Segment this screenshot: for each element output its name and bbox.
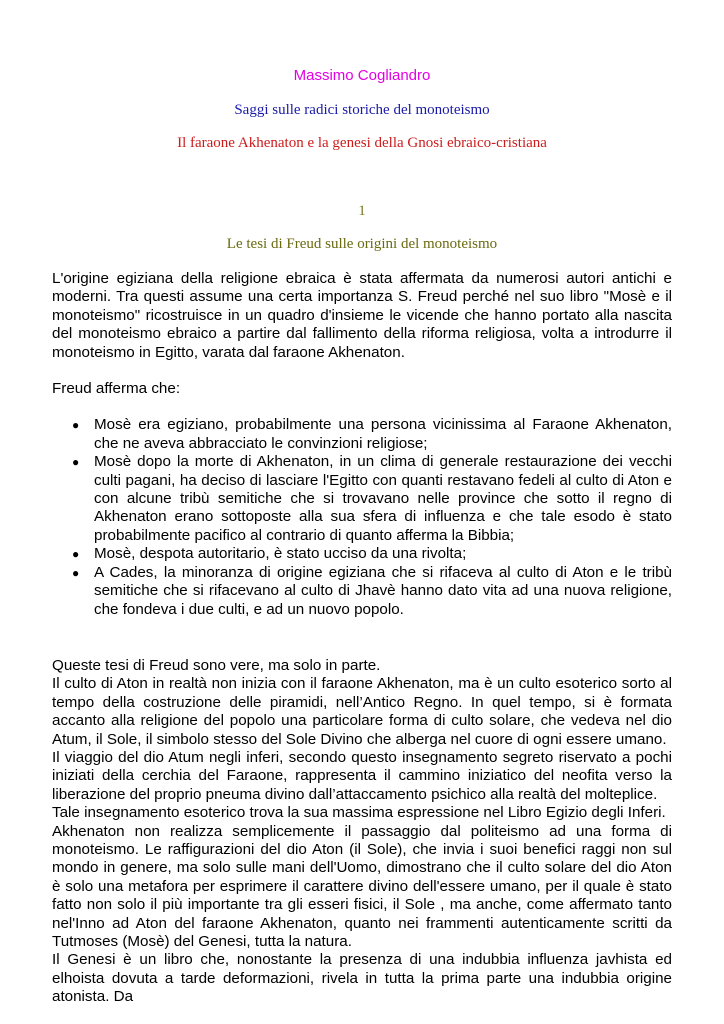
author-name: Massimo Cogliandro [293, 67, 431, 84]
list-item-text: Mosè, despota autoritario, è stato ucciso da una rivolta; [94, 545, 467, 563]
body-paragraph: Il Genesi è un libro che, nonostante la presenza di una indubbia influenza javhista ed elhoista dovuta a tarde deformazioni, rivela in tutta la prima parte una indubbia origine atonista. Da [52, 951, 672, 1006]
body-text [52, 657, 672, 1007]
bullet-icon: ● [72, 565, 80, 580]
list-item [52, 453, 672, 545]
list-item [52, 545, 672, 563]
list-item-text: Mosè dopo la morte di Akhenaton, in un clima di generale restaurazione dei vecchi culti pagani, ha deciso di lasciare l'Egitto con quanti restavano fedeli al culto di Aton e con alcune tribù semitiche che si trovavano nelle province che sotto il regno di Akhenaton erano sottoposte alla sua sfera di influenza e che tale esodo è stato probabilmente pacifico al contrario di quanto afferma la Bibbia; [94, 453, 672, 544]
body-paragraph: Il culto di Aton in realtà non inizia con il faraone Akhenaton, ma è un culto esoterico sorto al tempo della costruzione delle piramidi, nell’Antico Regno. In quel tempo, si è formata accanto alla religione del popolo una particolare forma di culto solare, che vedeva nel dio Atum, il Sole, il simbolo stesso del Sole Divino che alberga nel cuore di ogni essere umano. [52, 675, 672, 748]
chapter-title: Le tesi di Freud sulle origini del monoteismo [226, 236, 498, 252]
list-item [52, 564, 672, 619]
body-paragraph: Il viaggio del dio Atum negli inferi, secondo questo insegnamento segreto riservato a pochi iniziati della cerchia del Faraone, rappresenta il cammino iniziatico del neofita verso la liberazione del proprio pneuma divino dall’attaccamento psichico alla realtà del molteplice. [52, 748, 672, 803]
series-title: Saggi sulle radici storiche del monoteismo [234, 102, 490, 118]
bullet-icon: ● [72, 455, 80, 470]
list-item [52, 416, 672, 453]
freud-theses-list [52, 416, 672, 618]
list-item-text: A Cades, la minoranza di origine egiziana che si rifaceva al culto di Aton e le tribù semitiche che si rifacevano al culto di Jhavè hanno dato vita ad una nuova religione, che fondeva i due culti, e ad un nuovo popolo. [94, 563, 672, 618]
bullet-icon: ● [72, 547, 80, 562]
bullet-icon: ● [72, 418, 80, 433]
document-page [52, 0, 672, 1007]
freud-lead: Freud afferma che: [52, 380, 181, 398]
list-item-text: Mosè era egiziano, probabilmente una persona vicinissima al Faraone Akhenaton, che ne aveva abbracciato le convinzioni religiose; [94, 416, 672, 452]
body-paragraph: Akhenaton non realizza semplicemente il passaggio dal politeismo ad una forma di monoteismo. Le raffigurazioni del dio Aton (il Sole), che invia i suoi benefici raggi non sul mondo in genere, ma solo sulle mani dell'Uomo, dimostrano che il culto solare del dio Aton è solo una metafora per esprimere il carattere divino dell'essere umano, per il quale è stato fatto non solo il più importante tra gli esseri fisici, il Sole , ma anche, come affermato tanto nel'Inno ad Aton del faraone Akhenaton, quanto nei frammenti autenticamente scritti da Tutmoses (Mosè) del Genesi, tutta la natura. [52, 822, 672, 950]
intro-paragraph: L'origine egiziana della religione ebraica è stata affermata da numerosi autori antichi e moderni. Tra questi assume una certa importanza S. Freud perché nel suo libro "Mosè e il monoteismo" ricostruisce in un quadro d'insieme le vicende che hanno portato alla nascita del monoteismo ebraico a partire dal fallimento della riforma religiosa, volta a introdurre il monoteismo in Egitto, varata dal faraone Akhenaton. [52, 270, 672, 361]
chapter-number: 1 [358, 203, 366, 219]
body-paragraph: Queste tesi di Freud sono vere, ma solo in parte. [52, 656, 381, 674]
document-subtitle: Il faraone Akhenaton e la genesi della Gnosi ebraico-cristiana [177, 135, 547, 151]
body-paragraph: Tale insegnamento esoterico trova la sua massima espressione nel Libro Egizio degli Inferi. [52, 804, 666, 822]
